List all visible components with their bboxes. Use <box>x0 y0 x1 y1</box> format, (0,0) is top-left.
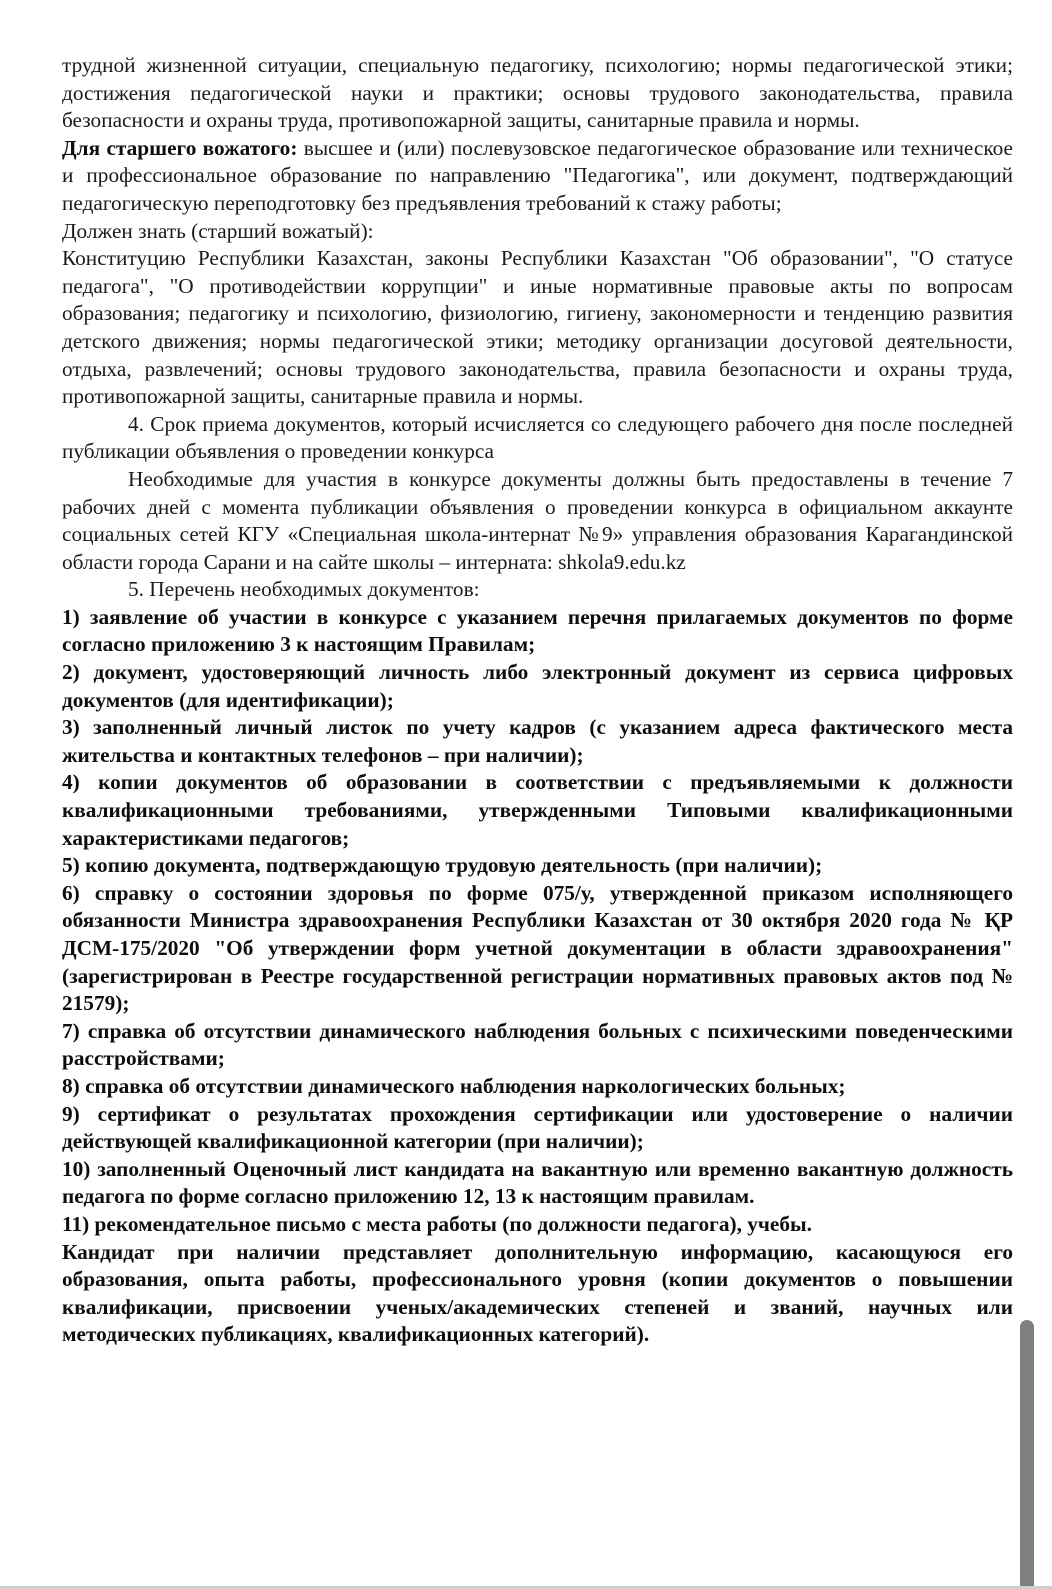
list-item: 3) заполненный личный листок по учету кадров (с указанием адреса фактического места жительства и контактных телефонов – при наличии); <box>62 715 1013 767</box>
list-item: 7) справка об отсутствии динамического наблюдения больных с психическими поведенческими расстройствами; <box>62 1018 1013 1071</box>
required-documents-list <box>62 604 1013 1239</box>
paragraph-senior-counselor-requirements <box>62 135 1013 218</box>
list-item: 11) рекомендательное письмо с места работы (по должности педагога), учебы. <box>62 1211 812 1236</box>
list-item: 4) копии документов об образовании в соответствии с предъявляемыми к должности квалификационными требованиями, утвержденными Типовыми квалификационными характеристиками педагогов; <box>62 770 1013 850</box>
list-item: 8) справка об отсутствии динамического наблюдения наркологических больных; <box>62 1073 846 1098</box>
paragraph-section-4: 4. Срок приема документов, который исчисляется со следующего рабочего дня после последней публикации объявления о проведении конкурса <box>62 411 1013 464</box>
document-page <box>62 52 1013 1349</box>
list-item: 1) заявление об участии в конкурсе с указанием перечня прилагаемых документов по форме согласно приложению 3 к настоящим Правилам; <box>62 604 1013 657</box>
vertical-scrollbar[interactable] <box>1020 1320 1034 1589</box>
paragraph-submission-terms: Необходимые для участия в конкурсе документы должны быть предоставлены в течение 7 рабочих дней с момента публикации объявления о проведении конкурса в официальном аккаунте социальных сетей КГУ «Специальная школа-интернат №9» управления образования Карагандинской области города Сарани и на сайте школы – интерната: shkola9.edu.kz <box>62 466 1013 574</box>
list-item: 5) копию документа, подтверждающую трудовую деятельность (при наличии); <box>62 853 823 878</box>
senior-counselor-heading: Для старшего вожатого: <box>62 135 298 160</box>
paragraph-qualifications-end: трудной жизненной ситуации, специальную педагогику, психологию; нормы педагогической этики; достижения педагогической науки и практики; основы трудового законодательства, правила безопасности и охраны труда, противопожарной защиты, санитарные правила и нормы. <box>62 53 1013 133</box>
paragraph-section-5-heading: 5. Перечень необходимых документов: <box>128 577 480 602</box>
paragraph-must-know-heading: Должен знать (старший вожатый): <box>62 218 374 243</box>
closing-note: Кандидат при наличии представляет дополнительную информацию, касающуюся его образования, опыта работы, профессионального уровня (копии документов о повышении квалификации, присвоении ученых/академических степеней и званий, научных или методических публикациях, квалификационных категорий). <box>62 1239 1013 1347</box>
scrollbar-thumb[interactable] <box>1020 1320 1034 1589</box>
list-item: 6) справку о состоянии здоровья по форме 075/у, утвержденной приказом исполняющего обязанности Министра здравоохранения Республики Казахстан от 30 октября 2020 года № ҚР ДСМ-175/2020 "Об утверждении форм учетной документации в области здравоохранения" (зарегистрирован в Реестре государственной регистрации нормативных правовых актов под № 21579); <box>62 880 1013 1016</box>
list-item: 9) сертификат о результатах прохождения сертификации или удостоверение о наличии действующей квалификационной категории (при наличии); <box>62 1101 1013 1154</box>
paragraph-must-know-list: Конституцию Республики Казахстан, законы Республики Казахстан "Об образовании", "О статусе педагога", "О противодействии коррупции" и иные нормативные правовые акты по вопросам образования; педагогику и психологию, физиологию, гигиену, закономерности и тенденцию развития детского движения; нормы педагогической этики; методику организации досуговой деятельности, отдыха, развлечений; основы трудового законодательства, правила безопасности и охраны труда, противопожарной защиты, санитарные правила и нормы. <box>62 246 1013 409</box>
senior-counselor-text: высшее и (или) послевузовское педагогическое образование или техническое и профессиональное образование по направлению "Педагогика", или документ, подтверждающий педагогическую переподготовку без предъявления требований к стажу работы; <box>62 135 1013 215</box>
list-item: 10) заполненный Оценочный лист кандидата на вакантную или временно вакантную должность педагога по форме согласно приложению 12, 13 к настоящим правилам. <box>62 1156 1013 1209</box>
list-item: 2) документ, удостоверяющий личность либо электронный документ из сервиса цифровых документов (для идентификации); <box>62 660 1013 712</box>
